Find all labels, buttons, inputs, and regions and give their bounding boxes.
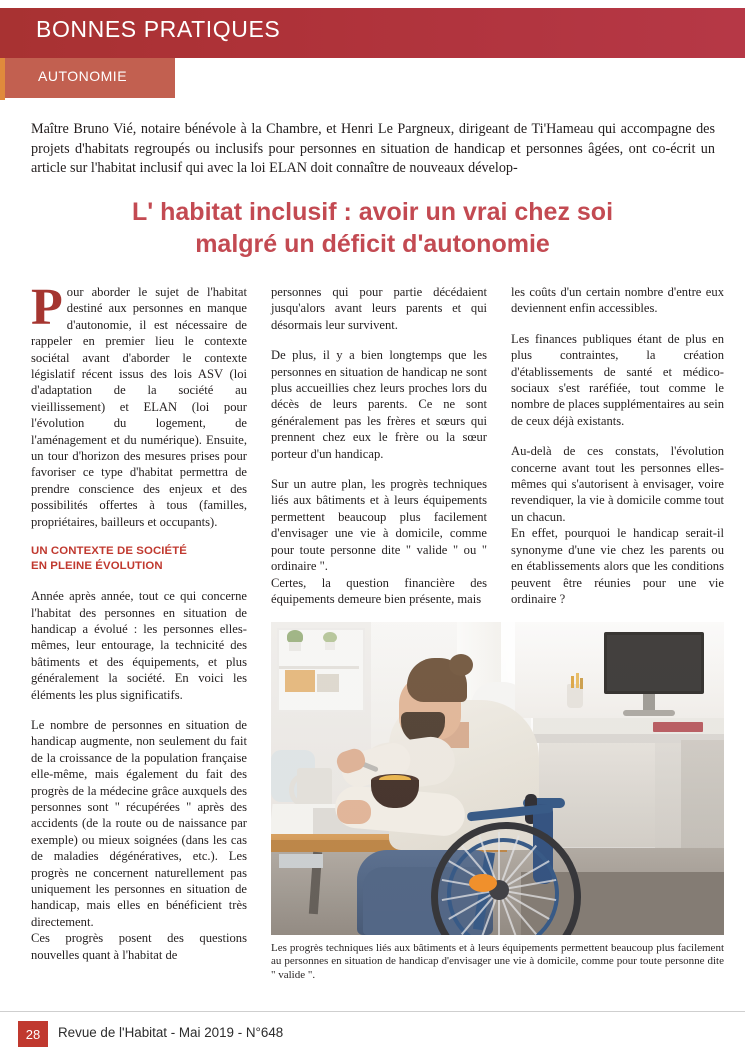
column-3-paragraph-1: les coûts d'un certain nombre d'entre eux deviennent enfin accessibles.	[511, 285, 724, 316]
column-1-paragraph-1-text: our aborder le sujet de l'habitat destiné aux personnes en manque d'autonomie, il est nécessaire de rappeler en premier lieu le contexte sociétal avant d'aborder le contexte législatif récent issus des lois ASV (loi d'adaptation de la société au vieillissement) et ELAN (loi pour l'évolution du logement, de l'aménagement et du numérique). Ensuite, un tour d'horizon des mesures prises pour favoriser ce type d'habitat permettra de prendre conscience des enjeux et des possibilités offertes à tous (familles, propriétaires, bailleurs et occupants).	[31, 285, 247, 529]
footer-divider	[0, 1011, 745, 1012]
column-2-paragraph-1: personnes qui pour partie décédaient jusqu'alors avant leurs parents et qui désormais leur survivent.	[271, 285, 487, 332]
page-number-badge: 28	[18, 1021, 48, 1047]
subsection-heading	[31, 544, 247, 574]
photo-caption: Les progrès techniques liés aux bâtiments et à leurs équipements permettent beaucoup plus facilement au personnes en situation de handicap d'envisager une vie à domicile, comme pour toute personne dite " valide ".	[271, 942, 724, 981]
column-2-paragraph-4: Certes, la question financière des équipements demeure bien présente, mais	[271, 575, 487, 606]
photo-scene	[271, 622, 724, 935]
category-label: AUTONOMIE	[38, 68, 128, 84]
text-column-2	[271, 284, 487, 621]
column-1-paragraph-4: Ces progrès posent des questions nouvelles quant à l'habitat de	[31, 931, 247, 962]
column-1-paragraph-2: Année après année, tout ce qui concerne l'habitat des personnes en situation de handicap a évolué : les personnes elles-mêmes, leur entourage, la technicité des bâtiments et des équipements, et plus généralement la société. En voici les éléments les plus significatifs.	[31, 589, 247, 702]
column-3-paragraph-3: Au-delà de ces constats, l'évolution concerne avant tout les personnes elles-mêmes qui s'autorisent à envisager, voire revendiquer, la vie à domicile comme tout un chacun.	[511, 444, 724, 524]
page-section-title: BONNES PRATIQUES	[36, 16, 281, 42]
column-3-paragraph-4: En effet, pourquoi le handicap serait-il synonyme d'une vie chez les parents ou en établissements alors que les conditions peuvent être réunies pour une vie ordinaire ?	[511, 526, 724, 606]
subsection-heading-line-1: UN CONTEXTE DE SOCIÉTÉ	[31, 545, 187, 558]
column-1-paragraph-3: Le nombre de personnes en situation de handicap augmente, non seulement du fait de la croissance de la population française elle-même, mais également du fait des progrès de la médecine grâce auxquels des personnes sont " récupérées " après des accidents (de la route ou de naissance par exemple) ou mieux soignées (dans les cas de maladies dégénératives, etc.). Les progrès ne concernent naturellement pas uniquement les personnes en situation de handicap, mais elles en bénéficient très directement.	[31, 717, 247, 929]
column-3-paragraph-2: Les finances publiques étant de plus en plus contraintes, la création d'établissements de santé et médico-sociaux s'est raréfiée, tout comme le nombre de places supplémentaires au sein de ceux déjà existants.	[511, 331, 724, 428]
subsection-heading-line-2: EN PLEINE ÉVOLUTION	[31, 560, 163, 573]
footer-source-line: Revue de l'Habitat - Mai 2019 - N°648	[58, 1025, 284, 1040]
text-column-1	[31, 279, 247, 977]
text-column-3	[511, 284, 724, 621]
column-2-paragraph-2: De plus, il y a bien longtemps que les personnes en situation de handicap ne sont plus accueillies chez leurs proches lors du décès de leurs parents. Ce ne sont généralement pas les frères et sœurs qui prennent chez eux le frère ou la sœur porteur d'un handicap.	[271, 348, 487, 461]
photo-color-tint	[271, 622, 724, 935]
drop-cap: P	[31, 279, 63, 336]
article-standfirst: Maître Bruno Vié, notaire bénévole à la Chambre, et Henri Le Pargneux, dirigeant de Ti'Hameau qui accompagne des projets d'habitats regroupés ou inclusifs pour personnes en situation de handicap et personnes âgées, ont co-écrit un article sur l'habitat inclusif qui avec la loi ELAN doit connaître de nouveaux dévelop-	[31, 121, 715, 176]
column-1-paragraph-1	[31, 279, 247, 530]
article-title-line-1: L' habitat inclusif : avoir un vrai chez soi	[131, 198, 614, 226]
column-2-paragraph-3: Sur un autre plan, les progrès techniques liés aux bâtiments et à leurs équipements permettent beaucoup plus facilement d'envisager une vie à domicile, comme pour toute personne dite " valide " ou " ordinaire ".	[271, 477, 487, 574]
article-title	[60, 196, 685, 260]
article-title-line-2: malgré un déficit d'autonomie	[195, 230, 550, 258]
article-photo	[271, 622, 724, 935]
